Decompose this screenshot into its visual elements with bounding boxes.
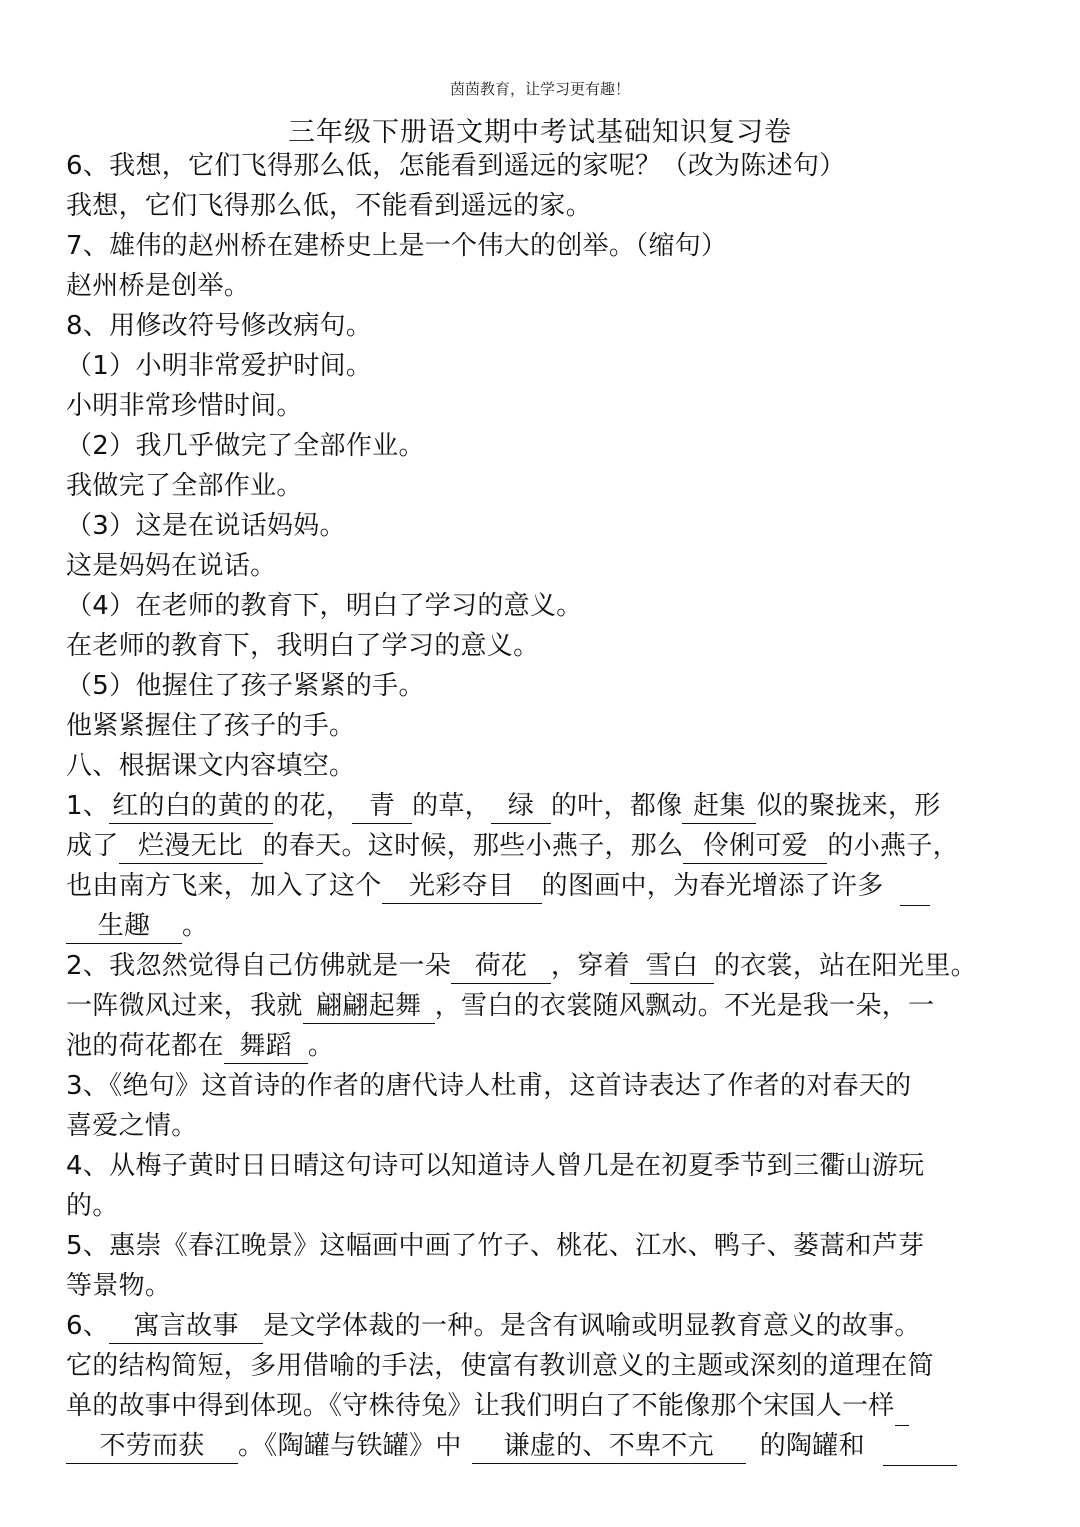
text-segment: 。 — [307, 1031, 335, 1061]
text-segment: 的陶罐和 — [759, 1431, 865, 1461]
text-line: 7、雄伟的赵州桥在建桥史上是一个伟大的创举。（缩句） — [66, 231, 728, 261]
fill-blank-answer: 翩翩起舞 — [303, 989, 435, 1024]
text-segment: 池的荷花都在 — [66, 1031, 224, 1061]
fill-blank-answer: 谦虚的、不卑不亢 — [472, 1429, 746, 1464]
text-line: 6、我想，它们飞得那么低，怎能看到遥远的家呢？（改为陈述句） — [66, 151, 846, 181]
text-segment: 一阵微风过来，我就 — [66, 991, 303, 1021]
section-heading: 八、根据课文内容填空。 — [66, 751, 356, 781]
text-line — [66, 986, 1018, 1026]
text-line — [66, 1026, 1018, 1066]
blank-line — [900, 875, 930, 906]
text-line: （5）他握住了孩子紧紧的手。 — [66, 671, 425, 701]
text-line — [66, 1426, 1018, 1466]
text-line: （3）这是在说话妈妈。 — [66, 511, 346, 541]
text-line: 8、用修改符号修改病句。 — [66, 311, 373, 341]
text-line: （4）在老师的教育下，明白了学习的意义。 — [66, 591, 583, 621]
text-segment: 的衣裳，站在阳光里。 — [713, 951, 977, 981]
fill-blank-answer: 不劳而获 — [66, 1429, 238, 1464]
text-segment: 是文学体裁的一种。是含有讽喻或明显教育意义的故事。 — [263, 1311, 921, 1341]
text-segment: 的花， — [273, 791, 353, 821]
text-line: 这是妈妈在说话。 — [66, 551, 277, 581]
text-segment: 。 — [182, 911, 209, 941]
text-segment: 。《陶罐与铁罐》中 — [238, 1431, 462, 1461]
page-header: 茵茵教育，让学习更有趣！ — [449, 80, 630, 98]
text-line — [66, 906, 1018, 946]
text-line: 3、《绝句》这首诗的作者的唐代诗人杜甫，这首诗表达了作者的对春天的 — [66, 1071, 912, 1101]
text-line: 他紧紧握住了孩子的手。 — [66, 711, 356, 741]
text-line — [66, 786, 1018, 826]
text-segment: 的春天。这时候，那些小燕子，那么 — [262, 831, 684, 861]
text-segment: 似的聚拢来，形 — [756, 791, 941, 821]
text-line — [66, 1386, 1018, 1426]
text-line: 等景物。 — [66, 1271, 172, 1301]
text-line — [66, 946, 1018, 986]
page-title: 三年级下册语文期中考试基础知识复习卷 — [288, 117, 792, 148]
text-line: （1）小明非常爱护时间。 — [66, 351, 373, 381]
text-line: 它的结构简短，多用借喻的手法，使富有教训意义的主题或深刻的道理在简 — [66, 1351, 934, 1381]
text-line: 我想，它们飞得那么低，不能看到遥远的家。 — [66, 191, 593, 221]
fill-blank-answer: 光彩夺目 — [382, 869, 542, 904]
text-segment: 1、 — [66, 791, 110, 821]
text-segment: ，雪白的衣裳随风飘动。不光是我一朵，一 — [434, 991, 935, 1021]
text-line: 4、从梅子黄时日日晴这句诗可以知道诗人曾几是在初夏季节到三衢山游玩 — [66, 1151, 925, 1181]
fill-blank-answer: 烂漫无比 — [119, 829, 263, 864]
text-segment: 6、 — [66, 1311, 110, 1341]
blank-line — [883, 1435, 957, 1466]
text-segment: ，穿着 — [551, 951, 630, 981]
text-segment: 也由南方飞来，加入了这个 — [66, 871, 382, 901]
text-line: （2）我几乎做完了全部作业。 — [66, 431, 425, 461]
text-segment: 的叶，都像 — [550, 791, 683, 821]
text-line — [66, 826, 1018, 866]
text-line: 喜爱之情。 — [66, 1111, 198, 1141]
document-body — [66, 146, 1018, 1466]
fill-blank-answer: 舞蹈 — [224, 1029, 308, 1064]
text-line: 小明非常珍惜时间。 — [66, 391, 303, 421]
fill-blank-answer: 寓言故事 — [109, 1309, 263, 1344]
text-line: 的。 — [66, 1191, 119, 1221]
fill-blank-answer: 绿 — [491, 789, 551, 824]
fill-blank-answer: 青 — [352, 789, 412, 824]
text-line — [66, 866, 1018, 906]
text-line: 5、惠崇《春江晚景》这幅画中画了竹子、桃花、江水、鸭子、蒌蒿和芦芽 — [66, 1231, 925, 1261]
fill-blank-answer: 伶俐可爱 — [683, 829, 827, 864]
fill-blank-answer: 荷花 — [451, 949, 551, 984]
text-line: 我做完了全部作业。 — [66, 471, 303, 501]
text-line — [66, 1306, 1018, 1346]
text-segment: 的小燕子， — [827, 831, 959, 861]
text-segment: 单的故事中得到体现。《守株待兔》让我们明白了不能像那个宋国人一样 — [66, 1391, 895, 1421]
fill-blank-answer: 赶集 — [682, 789, 756, 824]
fill-blank-answer: 生趣 — [66, 909, 182, 944]
fill-blank-answer: 雪白 — [630, 949, 714, 984]
text-segment: 的草， — [412, 791, 491, 821]
fill-blank-answer: 红的白的黄的 — [109, 789, 273, 824]
text-segment: 的图画中，为春光增添了许多 — [541, 871, 884, 901]
text-line: 在老师的教育下，我明白了学习的意义。 — [66, 631, 540, 661]
text-segment: 成了 — [66, 831, 119, 861]
text-line: 赵州桥是创举。 — [66, 271, 251, 301]
blank-line — [895, 1395, 909, 1426]
text-segment: 2、我忽然觉得自己仿佛就是一朵 — [66, 951, 452, 981]
